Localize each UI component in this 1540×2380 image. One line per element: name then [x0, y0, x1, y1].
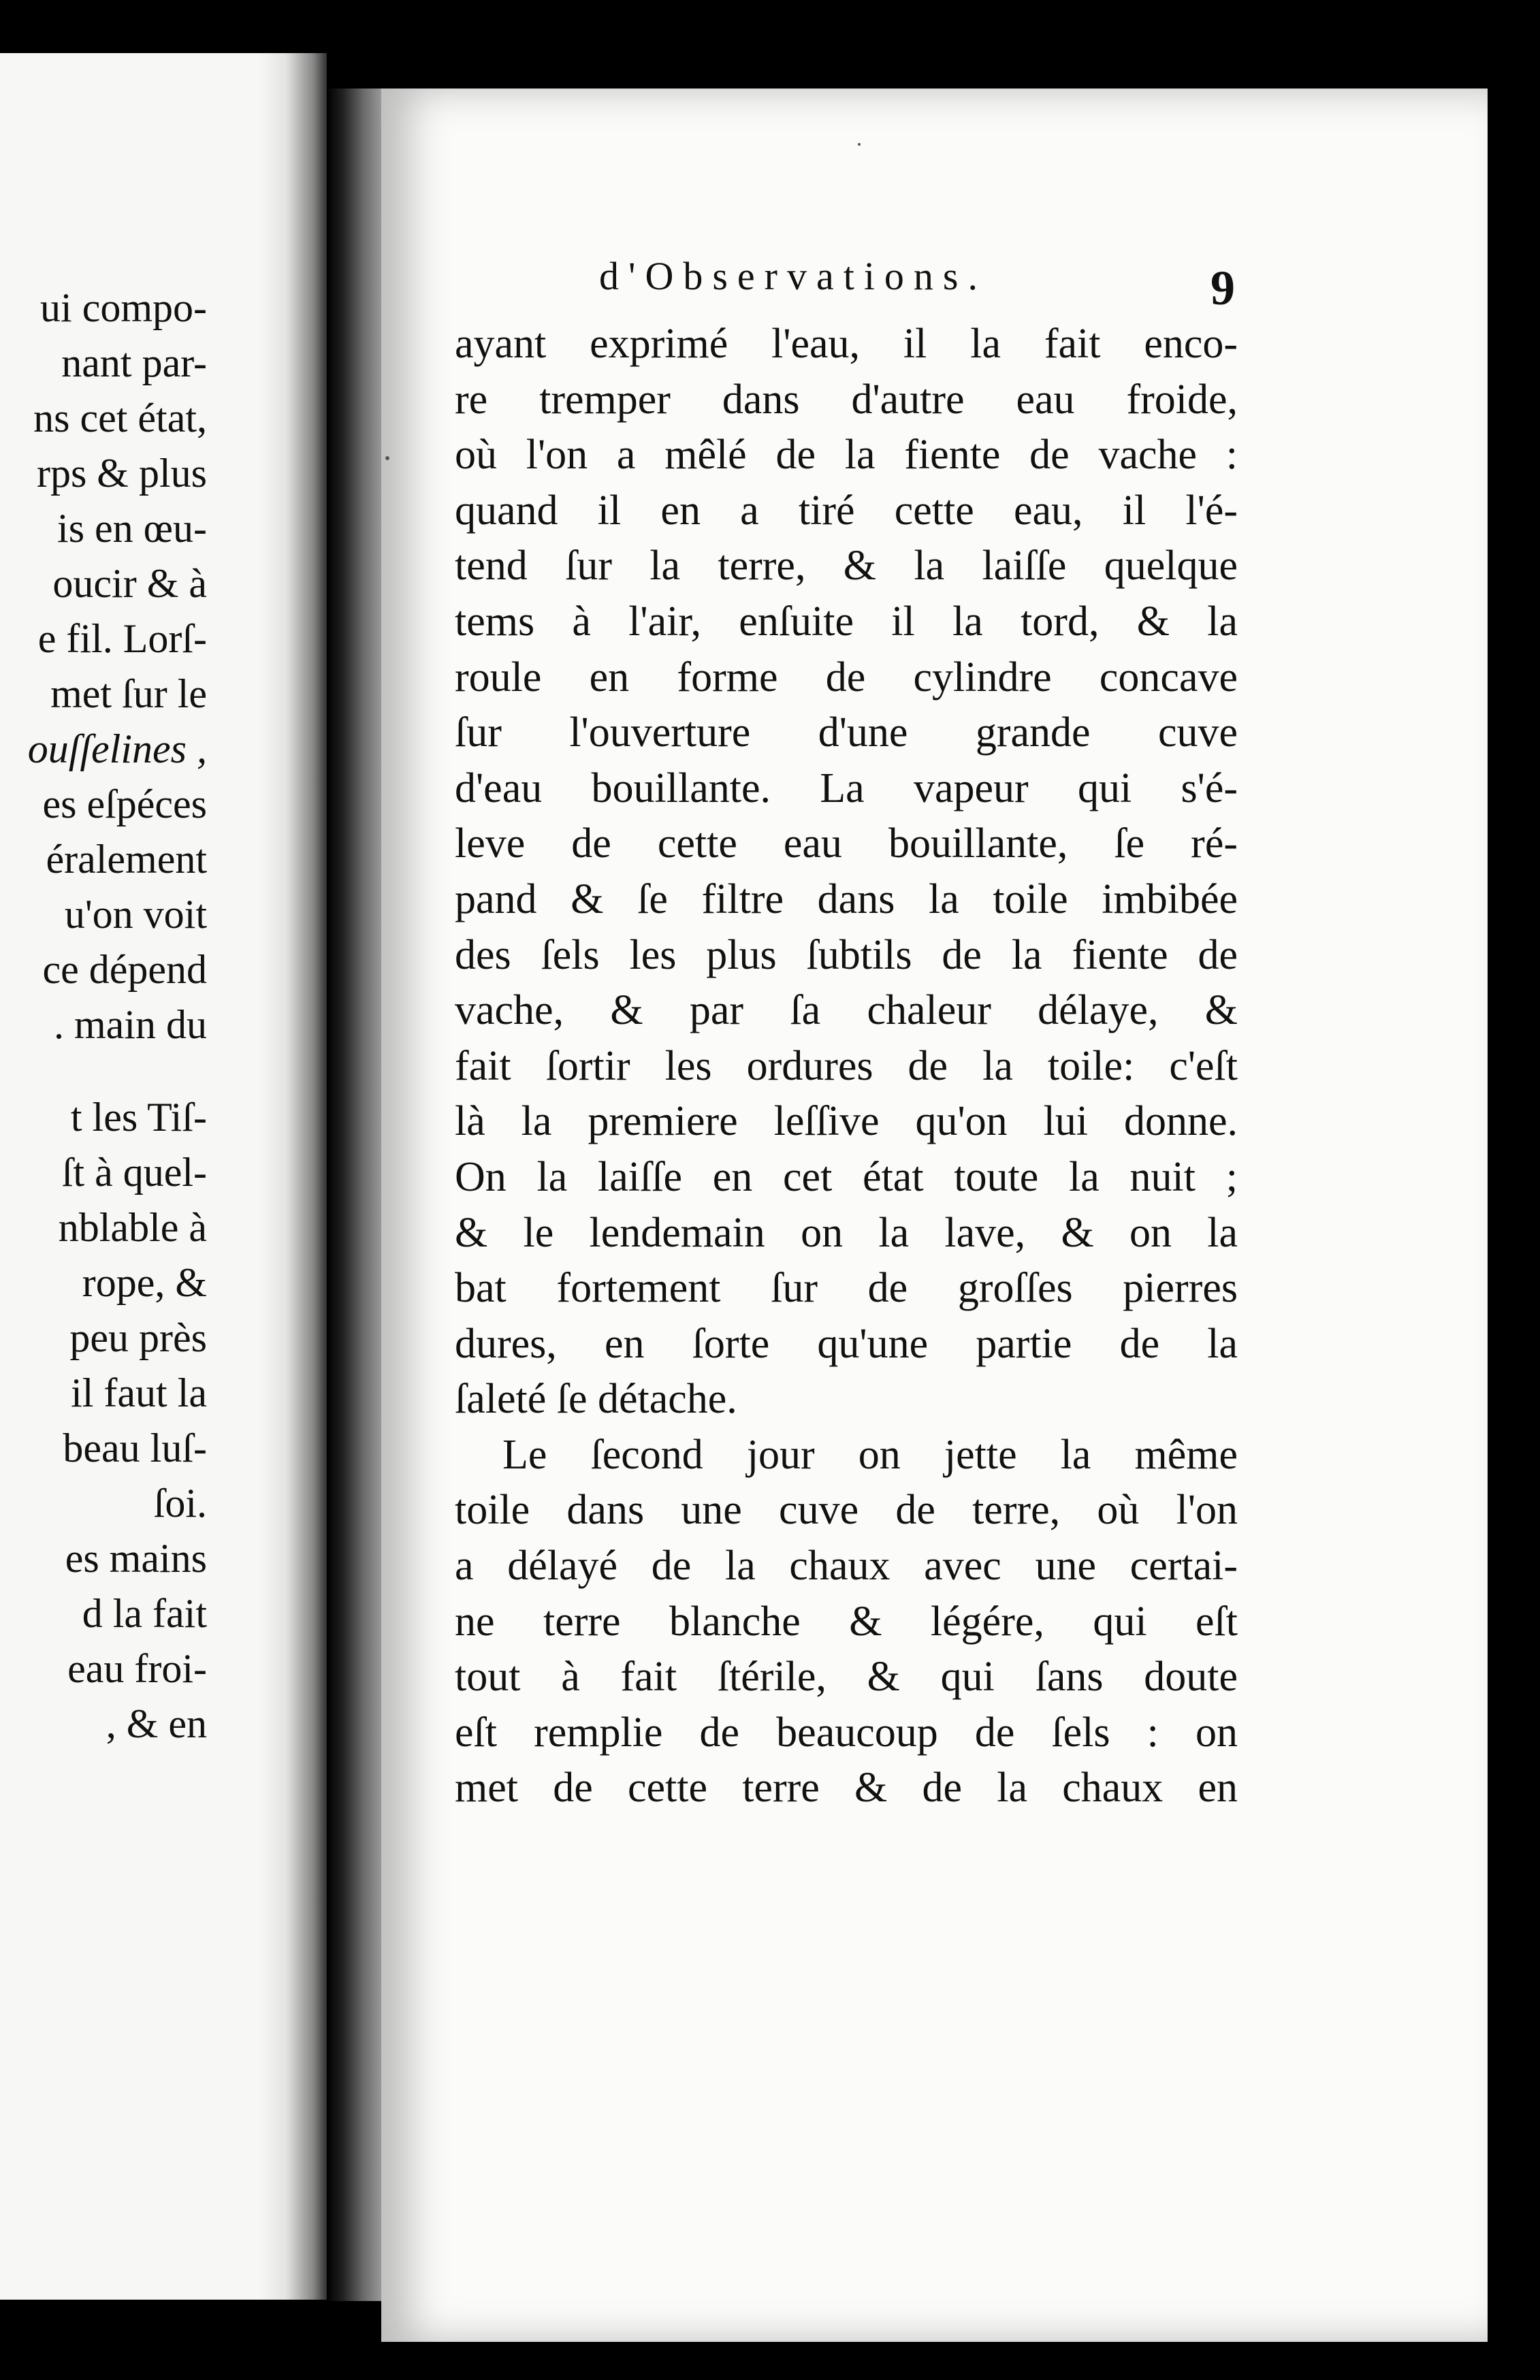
- left-page: [0, 53, 327, 2300]
- text-line: tems à l'air, enſuite il la tord, & la: [455, 598, 1238, 645]
- paper-speck: [385, 456, 389, 460]
- left-line: beau luſ-: [63, 1426, 207, 1470]
- left-line: . main du: [54, 1002, 207, 1047]
- text-line: ſur l'ouverture d'une grande cuve: [455, 709, 1238, 756]
- left-line: e fil. Lorſ-: [37, 616, 207, 661]
- text-line: fait ſortir les ordures de la toile: c'eſt: [455, 1042, 1238, 1089]
- left-line: ſoi.: [153, 1481, 207, 1526]
- text-line: toile dans une cuve de terre, où l'on: [455, 1487, 1238, 1534]
- text-line: où l'on a mêlé de la fiente de vache :: [455, 432, 1238, 479]
- left-line: nant par-: [61, 340, 207, 385]
- text-line: tout à fait ſtérile, & qui ſans doute: [455, 1654, 1238, 1701]
- left-line: eau froi-: [67, 1646, 207, 1691]
- text-line: & le lendemain on la lave, & on la: [455, 1209, 1238, 1256]
- left-line: il faut la: [71, 1370, 207, 1415]
- right-page-body-text: [455, 317, 1238, 1816]
- left-line: ſt à quel-: [61, 1150, 207, 1195]
- text-line: tend ſur la terre, & la laiſſe quelque: [455, 543, 1238, 590]
- left-line: u'on voit: [64, 892, 207, 937]
- left-line: ce dépend: [42, 947, 207, 992]
- left-line: t les Tiſ-: [70, 1095, 207, 1140]
- text-line: d'eau bouillante. La vapeur qui s'é-: [455, 765, 1238, 811]
- text-line: vache, & par ſa chaleur délaye, &: [455, 987, 1238, 1034]
- left-line: es eſpéces: [42, 782, 207, 826]
- text-line: roule en forme de cylindre concave: [455, 654, 1238, 701]
- left-page-text: [0, 280, 207, 1752]
- text-line: quand il en a tiré cette eau, il l'é-: [455, 487, 1238, 534]
- left-line: oucir & à: [52, 561, 207, 606]
- left-page-gutter-shadow: [259, 53, 327, 2300]
- text-line: des ſels les plus ſubtils de la fiente de: [455, 931, 1238, 978]
- page-number: 9: [1210, 261, 1235, 315]
- left-line: rope, &: [82, 1260, 207, 1305]
- right-page-edge: [1488, 89, 1540, 2342]
- left-line: es mains: [65, 1536, 207, 1581]
- left-line: ouſſelines ,: [27, 726, 207, 771]
- text-line: bat fortement ſur de groſſes pierres: [455, 1265, 1238, 1312]
- left-line: ns cet état,: [33, 396, 207, 440]
- text-line: a délayé de la chaux avec une certai-: [455, 1543, 1238, 1590]
- left-line: , & en: [106, 1701, 207, 1746]
- text-line: pand & ſe filtre dans la toile imbibée: [455, 875, 1238, 922]
- left-line: rps & plus: [36, 451, 207, 496]
- text-line: ſaleté ſe détache.: [455, 1376, 737, 1423]
- left-line: ui compo-: [40, 285, 207, 330]
- text-line: là la premiere leſſive qu'on lui donne.: [455, 1098, 1238, 1145]
- paragraph-start-line: Le ſecond jour on jette la même: [502, 1431, 1238, 1478]
- left-line: d la fait: [82, 1591, 207, 1636]
- text-line: leve de cette eau bouillante, ſe ré-: [455, 820, 1238, 867]
- running-head: d'Observations.: [599, 254, 988, 298]
- left-line: nblable à: [58, 1205, 207, 1250]
- text-line: met de cette terre & de la chaux en: [455, 1765, 1238, 1812]
- left-paragraph-gap: [0, 1052, 207, 1090]
- left-line: met ſur le: [50, 671, 207, 716]
- text-line: eſt remplie de beaucoup de ſels : on: [455, 1709, 1238, 1756]
- paper-speck: [858, 143, 861, 146]
- text-line: dures, en ſorte qu'une partie de la: [455, 1320, 1238, 1367]
- text-line: ne terre blanche & légére, qui eſt: [455, 1598, 1238, 1645]
- text-line: ayant exprimé l'eau, il la fait enco-: [455, 321, 1238, 367]
- text-line: re tremper dans d'autre eau froide,: [455, 376, 1238, 423]
- text-line: On la laiſſe en cet état toute la nuit ;: [455, 1153, 1238, 1200]
- left-line: is en œu-: [57, 506, 207, 551]
- left-line: peu près: [69, 1315, 207, 1360]
- left-line: éralement: [46, 837, 207, 882]
